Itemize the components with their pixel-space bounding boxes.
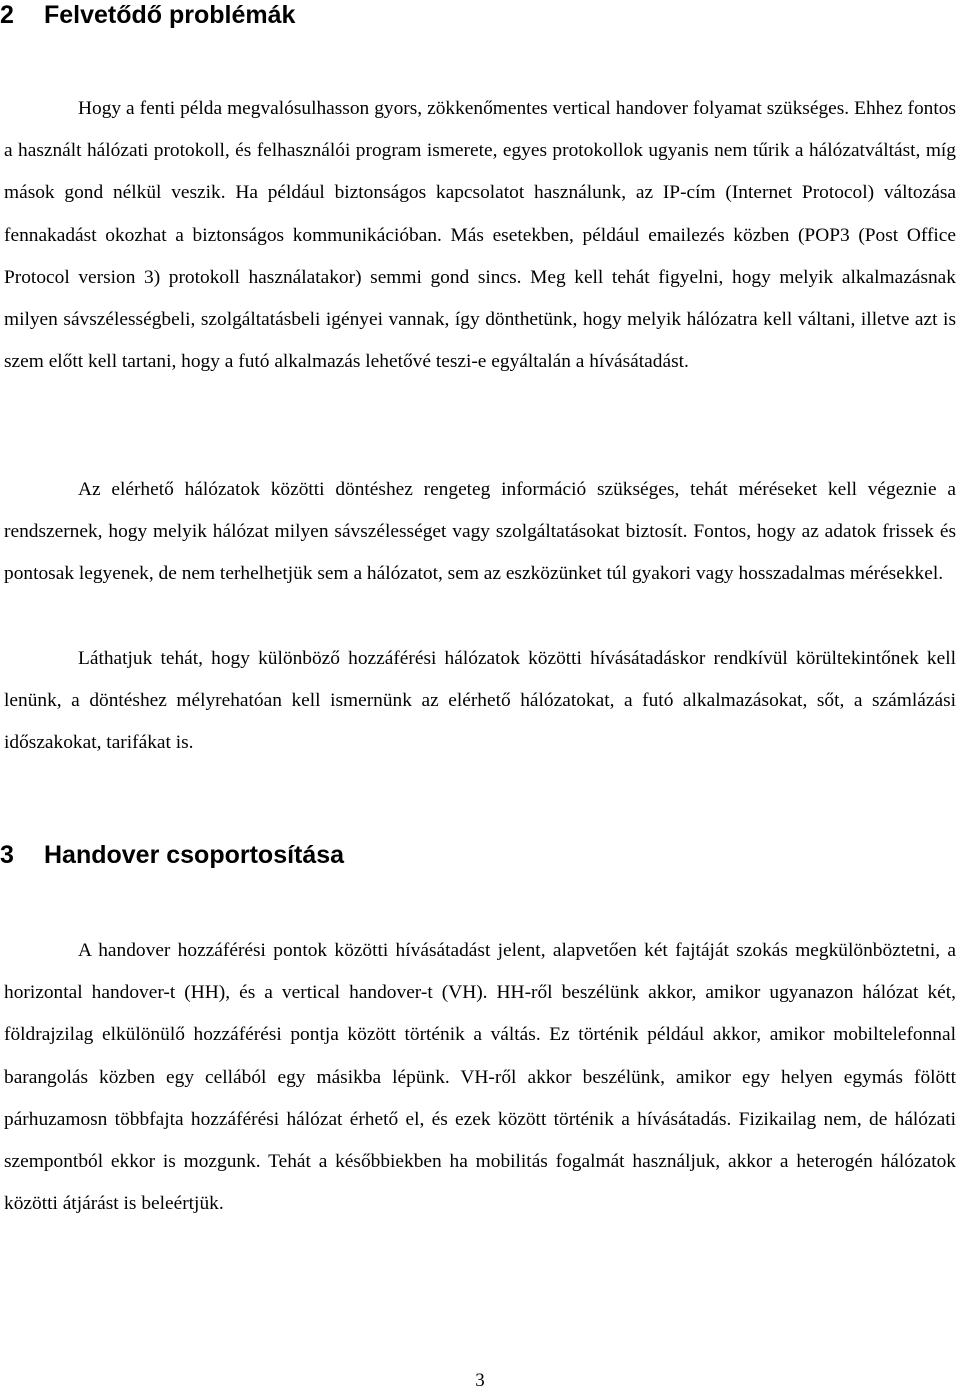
- paragraph: Az elérhető hálózatok közötti döntéshez rengeteg információ szükséges, tehát méréseket kell végeznie a rendszernek, hogy melyik hálózat milyen sávszélességet vagy szolgáltatásokat biztosít. Fontos, hogy az adatok frissek és pontosak legyenek, de nem terhelhetjük sem a hálózatot, sem az eszközünket túl gyakori vagy hosszadalmas mérésekkel.: [4, 479, 956, 585]
- paragraph: Láthatjuk tehát, hogy különböző hozzáférési hálózatok közötti hívásátadáskor rendkívül körültekintőnek kell lenünk, a döntéshez mélyrehatóan kell ismernünk az elérhető hálózatokat, a futó alkalmazásokat, sőt, a számlázási időszakokat, tarifákat is.: [4, 648, 956, 754]
- section-heading-3: [0, 840, 344, 870]
- paragraph: A handover hozzáférési pontok közötti hívásátadást jelent, alapvetően két fajtáját szokás megkülönböztetni, a horizontal handover-t (HH), és a vertical handover-t (VH). HH-ről beszélünk akkor, amikor ugyanazon hálózat két, földrajzilag elkülönülő hozzáférési pontja között történik a váltás. Ez történik például akkor, amikor mobiltelefonnal barangolás közben egy cellából egy másikba lépünk. VH-ről akkor beszélünk, amikor egy helyen egymás fölött párhuzamosn többfajta hozzáférési hálózat érhető el, és ezek között történik a hívásátadás. Fizikailag nem, de hálózati szempontból ekkor is mozgunk. Tehát a későbbiekben ha mobilitás fogalmát használjuk, akkor a heterogén hálózatok közötti átjárást is beleértjük.: [4, 940, 956, 1215]
- section-number: 3: [0, 841, 14, 869]
- page-number: 3: [475, 1370, 485, 1391]
- section-title: Felvetődő problémák: [44, 1, 296, 29]
- section-number: 2: [0, 1, 14, 29]
- section-title: Handover csoportosítása: [44, 841, 345, 869]
- section-heading-2: [0, 0, 295, 30]
- paragraph: Hogy a fenti példa megvalósulhasson gyors, zökkenőmentes vertical handover folyamat szükséges. Ehhez fontos a használt hálózati protokoll, és felhasználói program ismerete, egyes protokollok ugyanis nem tűrik a hálózatváltást, míg mások gond nélkül veszik. Ha például biztonságos kapcsolatot használunk, az IP-cím (Internet Protocol) változása fennakadást okozhat a biztonságos kommunikációban. Más esetekben, például emailezés közben (POP3 (Post Office Protocol version 3) protokoll használatakor) semmi gond sincs. Meg kell tehát figyelni, hogy melyik alkalmazásnak milyen sávszélességbeli, szolgáltatásbeli igényei vannak, így dönthetünk, hogy melyik hálózatra kell váltani, illetve azt is szem előtt kell tartani, hogy a futó alkalmazás lehetővé teszi-e egyáltalán a hívásátadást.: [4, 98, 956, 373]
